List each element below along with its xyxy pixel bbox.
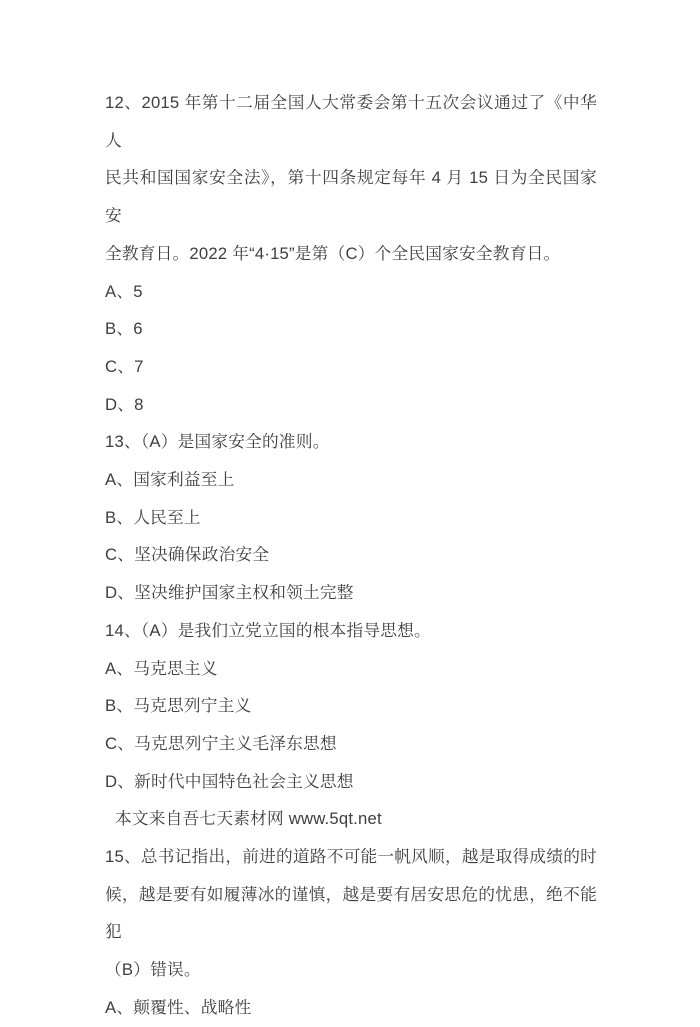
question-12-line-1: 12、2015 年第十二届全国人大常委会第十五次会议通过了《中华人 <box>105 93 597 150</box>
question-12-option-b: B、6 <box>105 319 143 339</box>
question-13-option-c: C、坚决确保政治安全 <box>105 545 270 565</box>
question-13-text: 13、（A）是国家安全的准则。 <box>105 432 330 452</box>
question-15-line-2: 候，越是要有如履薄冰的谨慎，越是要有居安思危的忧患，绝不能犯 <box>105 884 597 942</box>
document-content <box>105 84 597 1027</box>
question-14-option-b: B、马克思列宁主义 <box>105 696 252 716</box>
question-14-text: 14、（A）是我们立党立国的根本指导思想。 <box>105 620 431 640</box>
question-15-option-a: A、颠覆性、战略性 <box>105 997 252 1017</box>
question-13-option-d: D、坚决维护国家主权和领土完整 <box>105 583 354 603</box>
question-14-option-c: C、马克思列宁主义毛泽东思想 <box>105 733 337 753</box>
question-14-option-d: D、新时代中国特色社会主义思想 <box>105 771 354 791</box>
watermark-text: 本文来自吾七天素材网 www.5qt.net <box>115 809 382 829</box>
question-12-option-d: D、8 <box>105 394 144 414</box>
question-12-line-3: 全教育日。2022 年“4·15”是第（C）个全民国家安全教育日。 <box>105 243 561 263</box>
question-13-option-a: A、国家利益至上 <box>105 470 235 490</box>
question-12-option-c: C、7 <box>105 356 144 376</box>
question-12-line-2: 民共和国国家安全法》，第十四条规定每年 4 月 15 日为全民国家安 <box>105 168 597 226</box>
question-15-line-3: （B）错误。 <box>105 960 201 980</box>
question-15-line-1: 15、总书记指出，前进的道路不可能一帆风顺，越是取得成绩的时 <box>105 847 597 867</box>
question-13-option-b: B、人民至上 <box>105 507 201 527</box>
question-12-option-a: A、5 <box>105 281 143 301</box>
question-14-option-a: A、马克思主义 <box>105 658 218 678</box>
